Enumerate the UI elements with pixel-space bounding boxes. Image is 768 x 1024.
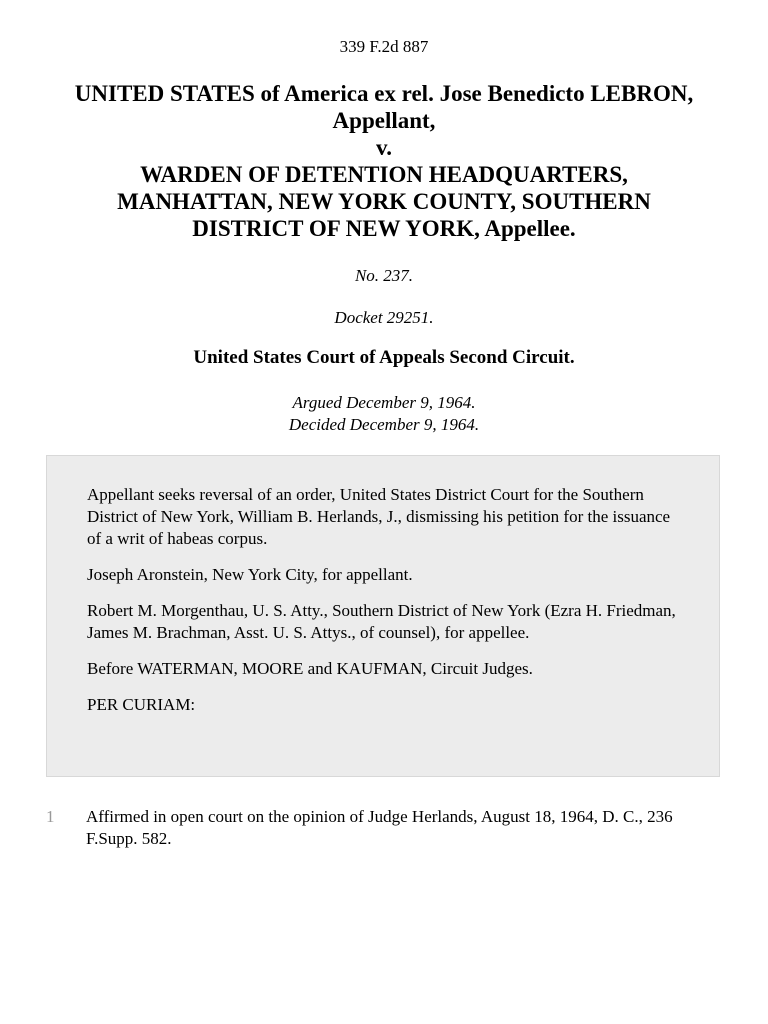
case-number: No. 237.: [354, 266, 414, 285]
docket-number: Docket 29251.: [334, 308, 434, 327]
counsel-appellant: Joseph Aronstein, New York City, for appellant.: [87, 565, 413, 584]
case-title-line: UNITED STATES of America ex rel. Jose Benedicto LEBRON,: [74, 81, 694, 106]
case-title-line: MANHATTAN, NEW YORK COUNTY, SOUTHERN: [117, 189, 651, 214]
case-title-line: Appellant,: [332, 108, 436, 133]
court-name: United States Court of Appeals Second Circuit.: [193, 347, 575, 368]
paragraph-number: 1: [46, 807, 55, 826]
case-title: [30, 80, 738, 242]
case-title-line: v.: [376, 135, 392, 160]
case-summary-box: [46, 455, 720, 777]
counsel-appellee: Robert M. Morgenthau, U. S. Atty., Southern District of New York (Ezra H. Friedman, James M. Brachman, Asst. U. S. Attys., of counsel), for appellee.: [87, 601, 676, 642]
paragraph-text: Affirmed in open court on the opinion of Judge Herlands, August 18, 1964, D. C., 236 F.Supp. 582.: [86, 807, 673, 848]
per-curiam-heading: PER CURIAM:: [87, 695, 196, 714]
case-title-line: DISTRICT OF NEW YORK, Appellee.: [192, 216, 576, 241]
citation: 339 F.2d 887: [339, 37, 429, 56]
argued-date: Argued December 9, 1964.: [292, 393, 476, 412]
summary-paragraph: Appellant seeks reversal of an order, United States District Court for the Southern District of New York, William B. Herlands, J., dismissing his petition for the issuance of a writ of habeas corpus.: [87, 485, 671, 548]
decided-date: Decided December 9, 1964.: [288, 415, 480, 434]
judges-panel: Before WATERMAN, MOORE and KAUFMAN, Circuit Judges.: [87, 659, 533, 678]
case-title-line: WARDEN OF DETENTION HEADQUARTERS,: [140, 162, 628, 187]
